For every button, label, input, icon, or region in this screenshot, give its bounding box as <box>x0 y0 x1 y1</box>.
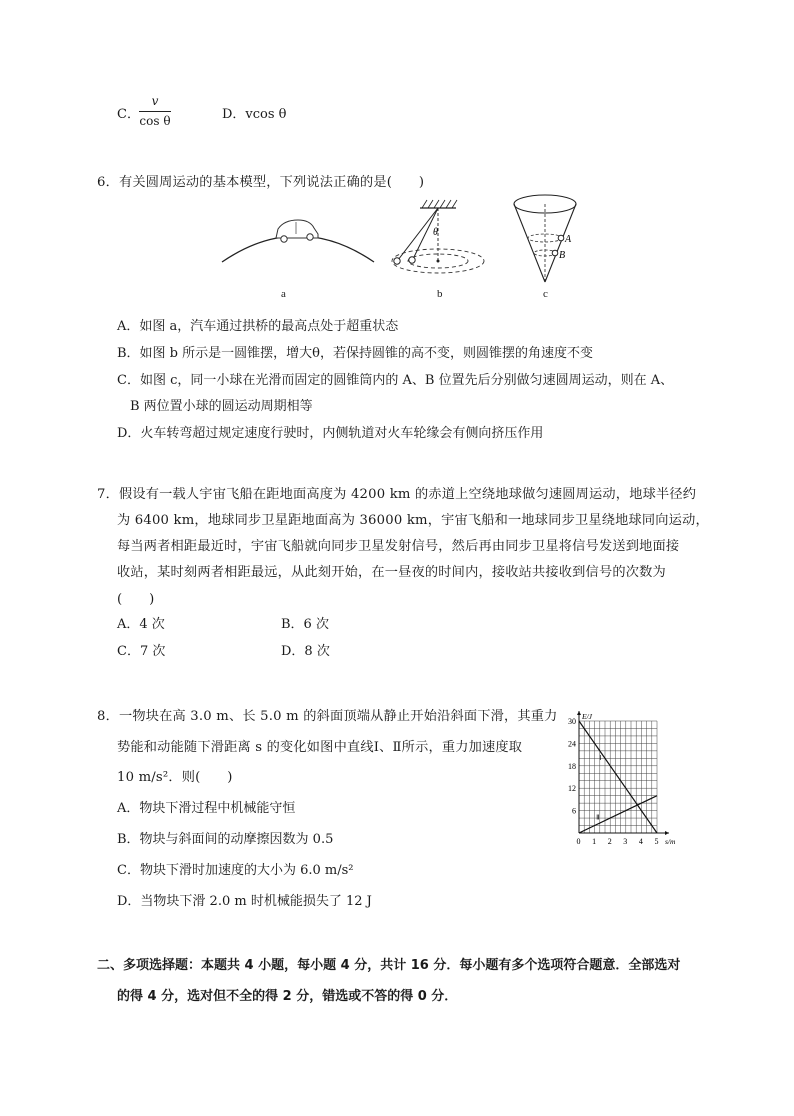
section2-heading-cont: 的得 4 分，选对但不全的得 2 分，错选或不答的得 0 分． <box>117 989 458 1004</box>
q8-option-d: D．当物块下滑 2.0 m 时机械能损失了 12 J <box>117 894 372 909</box>
y-tick-label: 18 <box>568 761 576 771</box>
series-label-1: Ⅰ <box>599 754 602 763</box>
figure-c-label: c <box>543 288 548 300</box>
q6-option-c: C．如图 c，同一小球在光滑而固定的圆锥筒内的 A、B 位置先后分别做匀速圆周运动，则在 A、 <box>117 373 674 388</box>
figure-a-arch-bridge <box>218 212 378 268</box>
q8-option-b: B．物块与斜面间的动摩擦因数为 0.5 <box>117 832 334 847</box>
q5-option-c-label: C． <box>117 107 140 122</box>
q7-option-a: A．4 次 <box>117 617 165 632</box>
figure-b-theta: θ <box>433 227 438 238</box>
x-axis-label: s/m <box>665 837 676 846</box>
y-tick-label: 6 <box>572 806 576 816</box>
x-tick-label: 5 <box>654 837 659 846</box>
q7-option-b: B．6 次 <box>281 617 329 632</box>
figure-b-label: b <box>437 288 443 300</box>
x-tick-label: 4 <box>638 837 643 846</box>
y-tick-label: 24 <box>568 739 576 749</box>
q7-line-5: ( ) <box>117 592 155 607</box>
q5-option-c-numerator: v <box>151 94 159 108</box>
q8-line-1: 8．一物块在高 3.0 m、长 5.0 m 的斜面顶端从静止开始沿斜面下滑，其重力 <box>97 709 558 724</box>
y-tick-label: 12 <box>568 784 576 794</box>
q6-option-c-cont: B 两位置小球的圆运动周期相等 <box>130 399 313 414</box>
q7-line-2: 为 6400 km，地球同步卫星距地面高为 36000 km，宇宙飞船和一地球同步卫星绕地球同向运动， <box>117 513 709 528</box>
q7-option-d: D．8 次 <box>281 644 330 659</box>
y-axis-label: E/J <box>582 712 592 721</box>
section2-heading: 二、多项选择题：本题共 4 小题，每小题 4 分，共计 16 分．每小题有多个选项符合题意．全部选对 <box>97 958 681 973</box>
x-tick-label: 2 <box>607 837 612 846</box>
q8-line-2: 势能和动能随下滑距离 s 的变化如图中直线Ⅰ、Ⅱ所示，重力加速度取 <box>117 740 523 755</box>
figure-c-cone <box>507 190 587 286</box>
x-tick-label: 0 <box>576 837 581 846</box>
q6-option-a: A．如图 a，汽车通过拱桥的最高点处于超重状态 <box>117 319 399 334</box>
x-axis-arrow <box>665 831 669 835</box>
q8-option-c: C．物块下滑时加速度的大小为 6.0 m/s² <box>117 863 354 878</box>
y-axis-arrow <box>577 711 581 715</box>
q5-option-c-denominator: cos θ <box>139 114 171 128</box>
figure-c-label-A: A <box>565 234 572 245</box>
q7-line-4: 收站，某时刻两者相距最远，从此刻开始，在一昼夜的时间内，接收站共接收到信号的次数为 <box>117 565 666 580</box>
y-tick-label: 30 <box>568 717 576 726</box>
series-line-2 <box>579 796 657 833</box>
q6-stem: 6．有关圆周运动的基本模型，下列说法正确的是( ) <box>97 175 425 190</box>
q8-line-3: 10 m/s²．则( ) <box>117 770 233 785</box>
q7-line-3: 每当两者相距最近时，宇宙飞船就向同步卫星发射信号，然后再由同步卫星将信号发送到地面接 <box>117 539 680 554</box>
figure-a-label: a <box>281 288 286 300</box>
series-label-2: Ⅱ <box>596 813 600 822</box>
figure-c-label-B: B <box>559 250 566 261</box>
q5-option-d: D．vcos θ <box>222 107 287 122</box>
q8-option-a: A．物块下滑过程中机械能守恒 <box>117 801 296 816</box>
q7-line-1: 7．假设有一载人宇宙飞船在距地面高度为 4200 km 的赤道上空绕地球做匀速圆周运动，地球半径约 <box>97 487 697 502</box>
fraction-bar <box>139 111 171 112</box>
x-tick-label: 1 <box>592 837 597 846</box>
q7-option-c: C．7 次 <box>117 644 166 659</box>
q8-energy-chart <box>562 702 684 848</box>
figure-b-conical-pendulum <box>386 196 496 280</box>
q6-option-b: B．如图 b 所示是一圆锥摆，增大θ，若保持圆锥的高不变，则圆锥摆的角速度不变 <box>117 346 593 361</box>
series-line-1 <box>579 721 657 833</box>
q6-option-d: D．火车转弯超过规定速度行驶时，内侧轨道对火车轮缘会有侧向挤压作用 <box>117 426 544 441</box>
x-tick-label: 3 <box>623 837 628 846</box>
